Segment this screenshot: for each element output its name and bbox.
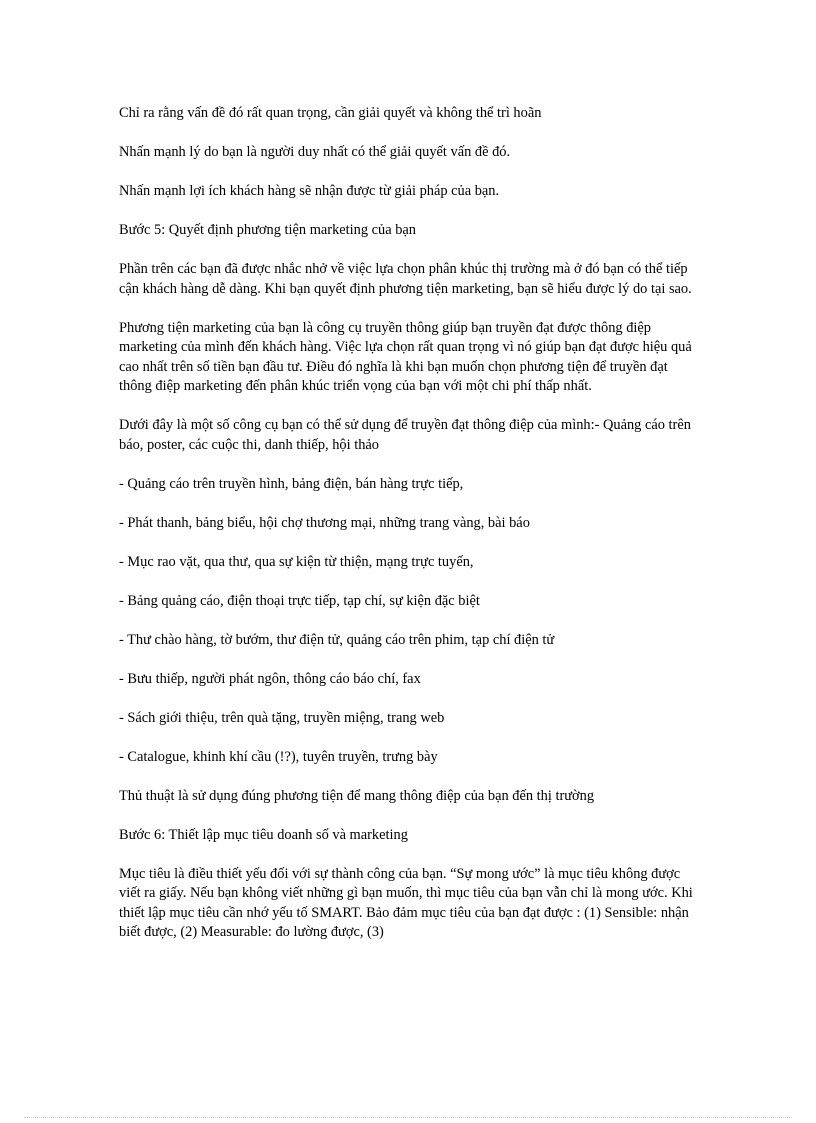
- list-item-postcards: - Bưu thiếp, người phát ngôn, thông cáo báo chí, fax: [119, 670, 421, 687]
- list-item-billboards: - Bảng quảng cáo, điện thoại trực tiếp, tạp chí, sự kiện đặc biệt: [119, 592, 480, 609]
- list-item-letters: - Thư chào hàng, tờ bướm, thư điện tử, quảng cáo trên phim, tạp chí điện tử: [119, 631, 555, 648]
- list-item-classifieds: - Mục rao vặt, qua thư, qua sự kiện từ thiện, mạng trực tuyến,: [119, 553, 474, 570]
- paragraph-1: Chỉ ra rằng vấn đề đó rất quan trọng, cần giải quyết và không thể trì hoãn: [119, 105, 542, 121]
- step-6-heading: Bước 6: Thiết lập mục tiêu doanh số và marketing: [119, 826, 408, 843]
- paragraph-tip: Thủ thuật là sử dụng đúng phương tiện để mang thông điệp của bạn đến thị trường: [119, 787, 595, 804]
- paragraph-5: Phần trên các bạn đã được nhắc nhở về việc lựa chọn phân khúc thị trường mà ở đó bạn có thể tiếp cận khách hàng dễ dàng. Khi bạn quyết định phương tiện marketing, bạn sẽ hiểu được lý do tại sao.: [119, 261, 692, 297]
- paragraph-goals: Mục tiêu là điều thiết yếu đối với sự thành công của bạn. “Sự mong ước” là mục tiêu không được viết ra giấy. Nếu bạn không viết những gì bạn muốn, thì mục tiêu của bạn vẫn chỉ là mong ước. Khi thiết lập mục tiêu cần nhớ yếu tố SMART. Bảo đảm mục tiêu của bạn đạt được : (1) Sensible: nhận biết được, (2) Measurable: đo lường được, (3): [119, 865, 693, 940]
- paragraph-2: Nhấn mạnh lý do bạn là người duy nhất có thể giải quyết vấn đề đó.: [119, 144, 511, 160]
- page-bottom-rule: [24, 1117, 792, 1118]
- list-item-brochures: - Sách giới thiệu, trên quà tặng, truyền miệng, trang web: [119, 709, 445, 726]
- paragraph-7: Dưới đây là một số công cụ bạn có thể sử dụng để truyền đạt thông điệp của mình:- Quảng cáo trên báo, poster, các cuộc thi, danh thiếp, hội thảo: [119, 417, 691, 453]
- step-5-heading: Bước 5: Quyết định phương tiện marketing của bạn: [119, 222, 416, 238]
- document-body: [119, 104, 699, 962]
- list-item-radio: - Phát thanh, bảng biểu, hội chợ thương mại, những trang vàng, bài báo: [119, 514, 530, 531]
- list-item-tv: - Quảng cáo trên truyền hình, bảng điện, bán hàng trực tiếp,: [119, 475, 464, 492]
- list-item-catalogue: - Catalogue, khinh khí cầu (!?), tuyên truyền, trưng bày: [119, 748, 438, 765]
- paragraph-6: Phương tiện marketing của bạn là công cụ truyền thông giúp bạn truyền đạt được thông điệp marketing của mình đến khách hàng. Việc lựa chọn rất quan trọng vì nó giúp bạn đạt được hiệu quả cao nhất trên số tiền bạn đầu tư. Điều đó nghĩa là khi bạn muốn chọn phương tiện để truyền đạt thông điệp marketing đến phân khúc triển vọng của bạn với một chi phí thấp nhất.: [119, 319, 692, 394]
- paragraph-3: Nhấn mạnh lợi ích khách hàng sẽ nhận được từ giải pháp của bạn.: [119, 183, 500, 199]
